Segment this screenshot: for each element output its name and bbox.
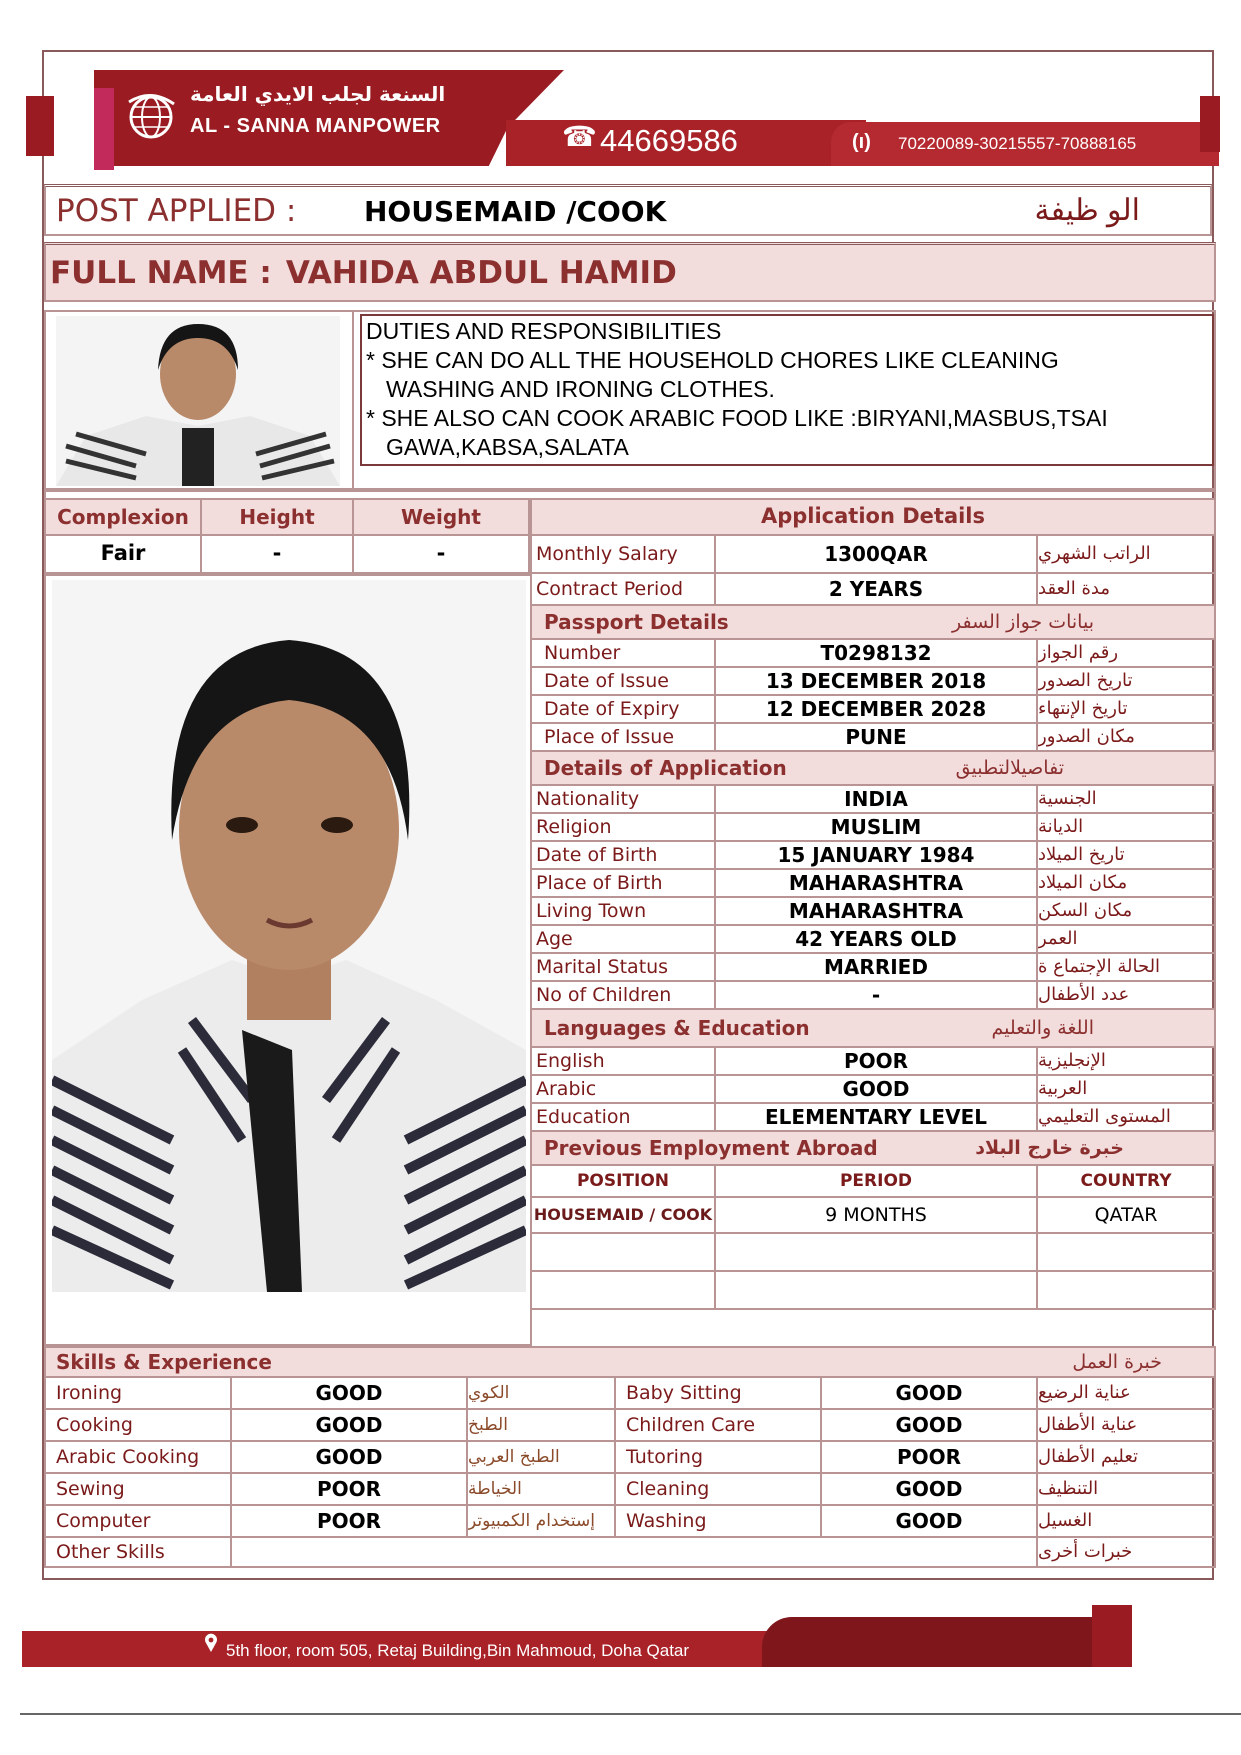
- passport-section-header-title: Passport Details: [544, 610, 729, 634]
- duty-line: * SHE CAN DO ALL THE HOUSEHOLD CHORES LIKE CLEANING: [366, 347, 1059, 373]
- field-label-arabic: [1036, 666, 1216, 696]
- field-label-arabic-text: العربية: [1038, 1078, 1088, 1100]
- field-value: [714, 896, 1038, 926]
- field-label-arabic: [1036, 980, 1216, 1010]
- skills-section-header-title-arabic: خبرة العمل: [1072, 1350, 1162, 1373]
- skill-rating-text: POOR: [316, 1509, 382, 1533]
- applicant-photo-large: [52, 580, 526, 1292]
- duty-line: * SHE ALSO CAN COOK ARABIC FOOD LIKE :BIRYANI,MASBUS,TSAI: [366, 405, 1108, 431]
- post-applied-label: POST APPLIED :: [56, 193, 297, 229]
- skill-label: [614, 1408, 822, 1442]
- field-label-arabic: [1036, 722, 1216, 752]
- skill-label-arabic: [1036, 1472, 1216, 1506]
- skill-label-arabic: [466, 1440, 616, 1474]
- passport-section-header-title-arabic: بيانات جواز السفر: [952, 610, 1094, 633]
- complexion-header: [44, 498, 202, 536]
- field-label-arabic-text: رقم الجواز: [1038, 642, 1119, 664]
- skill-rating: [820, 1408, 1038, 1442]
- field-value-text: 15 JANUARY 1984: [777, 843, 975, 867]
- field-value: [714, 572, 1038, 606]
- skill-label-text: Tutoring: [626, 1445, 704, 1468]
- large-photo-cell: [44, 574, 532, 1346]
- skill-label-text: Children Care: [626, 1413, 756, 1436]
- field-label-arabic-text: الإنجليزية: [1038, 1050, 1106, 1072]
- duty-line: GAWA,KABSA,SALATA: [386, 434, 629, 460]
- field-label-arabic-text: الراتب الشهري: [1038, 543, 1151, 565]
- field-label-arabic: [1036, 1046, 1216, 1076]
- field-value-text: 2 YEARS: [828, 577, 924, 601]
- employment-cell-text: 9 MONTHS: [825, 1203, 927, 1226]
- telephone-icon: ☎: [562, 121, 597, 152]
- employment-column-header-text: POSITION: [576, 1170, 670, 1191]
- field-label-text: Marital Status: [536, 955, 669, 978]
- field-label-text: Monthly Salary: [536, 542, 678, 565]
- height-value-text: -: [272, 541, 282, 566]
- field-value: [714, 638, 1038, 668]
- field-value-text: INDIA: [844, 787, 908, 811]
- skill-label: [614, 1376, 822, 1410]
- field-value: [714, 694, 1038, 724]
- field-value: [714, 1102, 1038, 1132]
- field-value-text: 1300QAR: [824, 542, 928, 566]
- skill-label-arabic: [466, 1504, 616, 1538]
- field-label-text: Number: [544, 641, 621, 664]
- application-details-header: [530, 498, 1216, 536]
- skill-label-arabic: [466, 1376, 616, 1410]
- field-label: [530, 534, 716, 574]
- field-value-text: 42 YEARS OLD: [795, 927, 957, 951]
- field-value-text: GOOD: [842, 1077, 910, 1101]
- height-header: [200, 498, 354, 536]
- field-label-arabic: [1036, 1074, 1216, 1104]
- skill-label: [44, 1440, 232, 1474]
- skill-rating: [820, 1440, 1038, 1474]
- skill-label-arabic-text: الطبخ: [468, 1414, 508, 1435]
- weight-value-text: -: [436, 541, 446, 566]
- field-label-arabic-text: تاريخ الميلاد: [1038, 844, 1125, 866]
- employment-column-header-text: COUNTRY: [1080, 1170, 1172, 1191]
- field-label-arabic-text: الجنسية: [1038, 788, 1097, 810]
- skill-rating-text: POOR: [896, 1445, 962, 1469]
- full-name-row: [44, 242, 1216, 302]
- skill-label-text: Arabic Cooking: [56, 1445, 200, 1468]
- post-applied-row: [44, 184, 1212, 236]
- field-value-text: PUNE: [845, 725, 907, 749]
- skills-section-header: [44, 1346, 1216, 1378]
- skill-rating-text: GOOD: [895, 1413, 963, 1437]
- languages-section-header-title-arabic: اللغة والتعليم: [991, 1016, 1094, 1039]
- field-label: [530, 666, 716, 696]
- details-section-header: [530, 750, 1216, 786]
- field-value: [714, 1046, 1038, 1076]
- field-value: [714, 722, 1038, 752]
- company-phone: 44669586: [600, 123, 738, 158]
- skill-label: [614, 1472, 822, 1506]
- complexion-header-text: Complexion: [57, 505, 189, 529]
- field-label: [530, 924, 716, 954]
- skill-label-arabic: [466, 1472, 616, 1506]
- company-name-arabic: السنعة لجلب الايدي العامة: [190, 82, 446, 106]
- field-label-arabic: [1036, 840, 1216, 870]
- skill-label-arabic: [1036, 1408, 1216, 1442]
- duty-line: WASHING AND IRONING CLOTHES.: [386, 376, 775, 402]
- post-applied-arabic: الو ظيفة: [1034, 194, 1140, 227]
- field-label: [530, 868, 716, 898]
- skill-rating-text: GOOD: [895, 1509, 963, 1533]
- employment-cell-text: HOUSEMAID / COOK: [533, 1205, 713, 1225]
- field-label-text: Education: [536, 1105, 631, 1128]
- field-label: [530, 980, 716, 1010]
- field-label-text: Age: [536, 927, 573, 950]
- field-label-arabic: [1036, 812, 1216, 842]
- application-details-header-text: Application Details: [760, 504, 986, 529]
- skill-label: [44, 1376, 232, 1410]
- field-label: [530, 694, 716, 724]
- field-label-arabic: [1036, 896, 1216, 926]
- skill-label-arabic-text: الغسيل: [1038, 1510, 1093, 1532]
- skill-label-text: Ironing: [56, 1381, 123, 1404]
- other-skills-label-text: Other Skills: [56, 1540, 165, 1563]
- field-value-text: MUSLIM: [830, 815, 922, 839]
- field-label-arabic-text: المستوى التعليمي: [1038, 1106, 1171, 1128]
- field-value-text: POOR: [843, 1049, 909, 1073]
- skill-label-arabic-text: عناية الرضيع: [1038, 1382, 1131, 1404]
- field-label: [530, 840, 716, 870]
- languages-section-header: [530, 1008, 1216, 1048]
- field-label-arabic-text: العمر: [1038, 928, 1078, 950]
- full-name-label: FULL NAME :: [50, 254, 272, 291]
- weight-value: [352, 534, 530, 574]
- header-banner: [26, 62, 1218, 172]
- field-value: [714, 868, 1038, 898]
- banner-right-stub: [1200, 96, 1220, 152]
- employment-cell: [530, 1270, 716, 1310]
- employment-cell: [1036, 1196, 1216, 1234]
- skill-label-arabic-text: عناية الأطفال: [1038, 1414, 1138, 1436]
- field-value: [714, 1074, 1038, 1104]
- weight-header-text: Weight: [401, 505, 481, 529]
- field-label-text: Religion: [536, 815, 612, 838]
- field-label-arabic-text: الديانة: [1038, 816, 1084, 838]
- employment-cell: [714, 1196, 1038, 1234]
- skill-label-arabic-text: إستخدام الكمبيوتر: [468, 1510, 595, 1531]
- skill-rating-text: GOOD: [895, 1381, 963, 1405]
- footer-dark-band: [762, 1617, 1102, 1667]
- banner-accent-bar: [94, 88, 114, 170]
- field-label-arabic-text: تاريخ الإنتهاء: [1038, 698, 1128, 720]
- employment-cell: [1036, 1270, 1216, 1310]
- field-label-arabic-text: تاريخ الصدور: [1038, 670, 1133, 692]
- skill-label: [44, 1472, 232, 1506]
- field-label-text: Date of Expiry: [544, 697, 680, 720]
- field-label-arabic: [1036, 924, 1216, 954]
- passport-section-header: [530, 604, 1216, 640]
- post-applied-value: HOUSEMAID /COOK: [364, 195, 667, 228]
- location-pin-icon: [204, 1633, 218, 1653]
- field-label: [530, 1102, 716, 1132]
- skill-label-arabic: [1036, 1504, 1216, 1538]
- field-label-text: Date of Birth: [536, 843, 658, 866]
- other-skills-label: [44, 1536, 232, 1568]
- field-label-text: Living Town: [536, 899, 647, 922]
- height-value: [200, 534, 354, 574]
- field-value: [714, 812, 1038, 842]
- field-label: [530, 1046, 716, 1076]
- field-label-arabic-text: مكان السكن: [1038, 900, 1133, 922]
- other-skills-arabic: [1036, 1536, 1216, 1568]
- employment-column-header: [1036, 1164, 1216, 1198]
- field-label: [530, 812, 716, 842]
- skill-label-arabic-text: التنظيف: [1038, 1478, 1099, 1500]
- full-name-value: VAHIDA ABDUL HAMID: [285, 254, 677, 291]
- employment-section-header-title: Previous Employment Abroad: [544, 1136, 878, 1160]
- page-bottom-rule: [20, 1713, 1241, 1715]
- skill-label-text: Computer: [56, 1509, 151, 1532]
- small-photo-cell: [44, 310, 354, 490]
- field-label: [530, 1074, 716, 1104]
- footer-banner: [22, 1605, 1212, 1667]
- duties-title: DUTIES AND RESPONSIBILITIES: [366, 318, 722, 344]
- field-label-arabic-text: مدة العقد: [1038, 578, 1110, 600]
- employment-cell: [714, 1270, 1038, 1310]
- skill-label: [614, 1440, 822, 1474]
- field-value-text: 12 DECEMBER 2028: [765, 697, 987, 721]
- skill-rating: [230, 1440, 468, 1474]
- field-label-text: Nationality: [536, 787, 640, 810]
- height-header-text: Height: [239, 505, 315, 529]
- field-label: [530, 784, 716, 814]
- skill-label: [44, 1504, 232, 1538]
- field-label: [530, 572, 716, 606]
- complexion-value-text: Fair: [100, 541, 146, 566]
- skill-label-arabic-text: الخياطة: [468, 1478, 522, 1499]
- duties-box: [360, 314, 1214, 466]
- field-label-arabic: [1036, 638, 1216, 668]
- languages-section-header-title: Languages & Education: [544, 1016, 810, 1040]
- employment-cell: [530, 1232, 716, 1272]
- employment-column-header: [530, 1164, 716, 1198]
- skill-rating: [230, 1504, 468, 1538]
- skill-rating: [820, 1472, 1038, 1506]
- skill-label-arabic: [1036, 1376, 1216, 1410]
- field-label-text: No of Children: [536, 983, 672, 1006]
- banner-left-stub: [26, 96, 54, 156]
- field-label: [530, 638, 716, 668]
- employment-section-header-title-arabic: خبرة خارج البلاد: [975, 1136, 1124, 1159]
- field-value-text: MARRIED: [824, 955, 928, 979]
- other-skills-arabic-text: خبرات أخرى: [1038, 1541, 1133, 1563]
- field-label-text: Date of Issue: [544, 669, 669, 692]
- field-label-arabic: [1036, 868, 1216, 898]
- skill-rating: [230, 1472, 468, 1506]
- globe-logo-icon: [124, 90, 178, 144]
- field-value-text: T0298132: [820, 641, 932, 665]
- employment-column-header: [714, 1164, 1038, 1198]
- skill-label-arabic: [466, 1408, 616, 1442]
- company-name-english: AL - SANNA MANPOWER: [190, 115, 441, 137]
- skill-rating: [820, 1504, 1038, 1538]
- field-label: [530, 722, 716, 752]
- footer-right-stub: [1092, 1605, 1132, 1667]
- weight-header: [352, 498, 530, 536]
- field-value-text: 13 DECEMBER 2018: [765, 669, 987, 693]
- details-section-header-title: Details of Application: [544, 756, 787, 780]
- field-label-arabic: [1036, 1102, 1216, 1132]
- field-value: [714, 666, 1038, 696]
- applicant-photo-small: [56, 316, 340, 486]
- skill-rating-text: GOOD: [315, 1445, 383, 1469]
- skill-label-arabic: [1036, 1440, 1216, 1474]
- skills-section-header-title: Skills & Experience: [56, 1350, 272, 1374]
- field-label-text: Arabic: [536, 1077, 597, 1100]
- employment-cell: [1036, 1232, 1216, 1272]
- field-label-arabic: [1036, 952, 1216, 982]
- field-value: [714, 980, 1038, 1010]
- skill-rating-text: GOOD: [895, 1477, 963, 1501]
- field-label-arabic-text: مكان الصدور: [1038, 726, 1135, 748]
- company-mobiles: 70220089-30215557-70888165: [898, 134, 1137, 153]
- skill-label-arabic-text: الطبخ العربي: [468, 1446, 560, 1467]
- field-value: [714, 784, 1038, 814]
- skill-label: [614, 1504, 822, 1538]
- company-address: 5th floor, room 505, Retaj Building,Bin Mahmoud, Doha Qatar: [226, 1641, 690, 1660]
- field-label: [530, 952, 716, 982]
- skill-rating-text: GOOD: [315, 1381, 383, 1405]
- skill-label-arabic-text: تعليم الأطفال: [1038, 1446, 1139, 1468]
- skill-rating-text: POOR: [316, 1477, 382, 1501]
- complexion-value: [44, 534, 202, 574]
- skill-label-text: Cleaning: [626, 1477, 710, 1500]
- field-label-text: Place of Birth: [536, 871, 663, 894]
- field-label-arabic: [1036, 784, 1216, 814]
- skill-label-text: Baby Sitting: [626, 1381, 742, 1404]
- field-label-arabic: [1036, 572, 1216, 606]
- field-label-arabic: [1036, 534, 1216, 574]
- mobile-phone-icon: (ı): [852, 131, 871, 153]
- details-section-header-title-arabic: تفاصيلالتطبيق: [955, 756, 1064, 779]
- employment-cell: [714, 1232, 1038, 1272]
- skill-label-text: Sewing: [56, 1477, 125, 1500]
- field-value-text: -: [871, 983, 881, 1007]
- field-label-arabic: [1036, 694, 1216, 724]
- field-label-arabic-text: الحالة الإجتماع ة: [1038, 956, 1161, 978]
- employment-cell-text: QATAR: [1094, 1203, 1158, 1226]
- field-value: [714, 924, 1038, 954]
- field-label-text: Place of Issue: [544, 725, 675, 748]
- skill-label-arabic-text: الكوي: [468, 1382, 510, 1403]
- skill-rating: [230, 1408, 468, 1442]
- section-spacer: [44, 490, 1216, 498]
- field-label-arabic-text: عدد الأطفال: [1038, 984, 1130, 1006]
- skill-rating: [230, 1376, 468, 1410]
- field-value-text: MAHARASHTRA: [788, 899, 964, 923]
- field-label: [530, 896, 716, 926]
- skill-label-text: Cooking: [56, 1413, 133, 1436]
- field-value-text: MAHARASHTRA: [788, 871, 964, 895]
- field-label-arabic-text: مكان الميلاد: [1038, 872, 1128, 894]
- field-value: [714, 952, 1038, 982]
- field-label-text: Contract Period: [536, 577, 684, 600]
- field-label-text: English: [536, 1049, 605, 1072]
- skill-label-text: Washing: [626, 1509, 707, 1532]
- employment-column-header-text: PERIOD: [839, 1170, 913, 1191]
- skill-rating-text: GOOD: [315, 1413, 383, 1437]
- employment-section-header: [530, 1130, 1216, 1166]
- employment-cell: [530, 1196, 716, 1234]
- field-value-text: ELEMENTARY LEVEL: [765, 1105, 987, 1129]
- other-skills-value: [230, 1536, 1038, 1568]
- skill-rating: [820, 1376, 1038, 1410]
- skill-label: [44, 1408, 232, 1442]
- field-value: [714, 534, 1038, 574]
- field-value: [714, 840, 1038, 870]
